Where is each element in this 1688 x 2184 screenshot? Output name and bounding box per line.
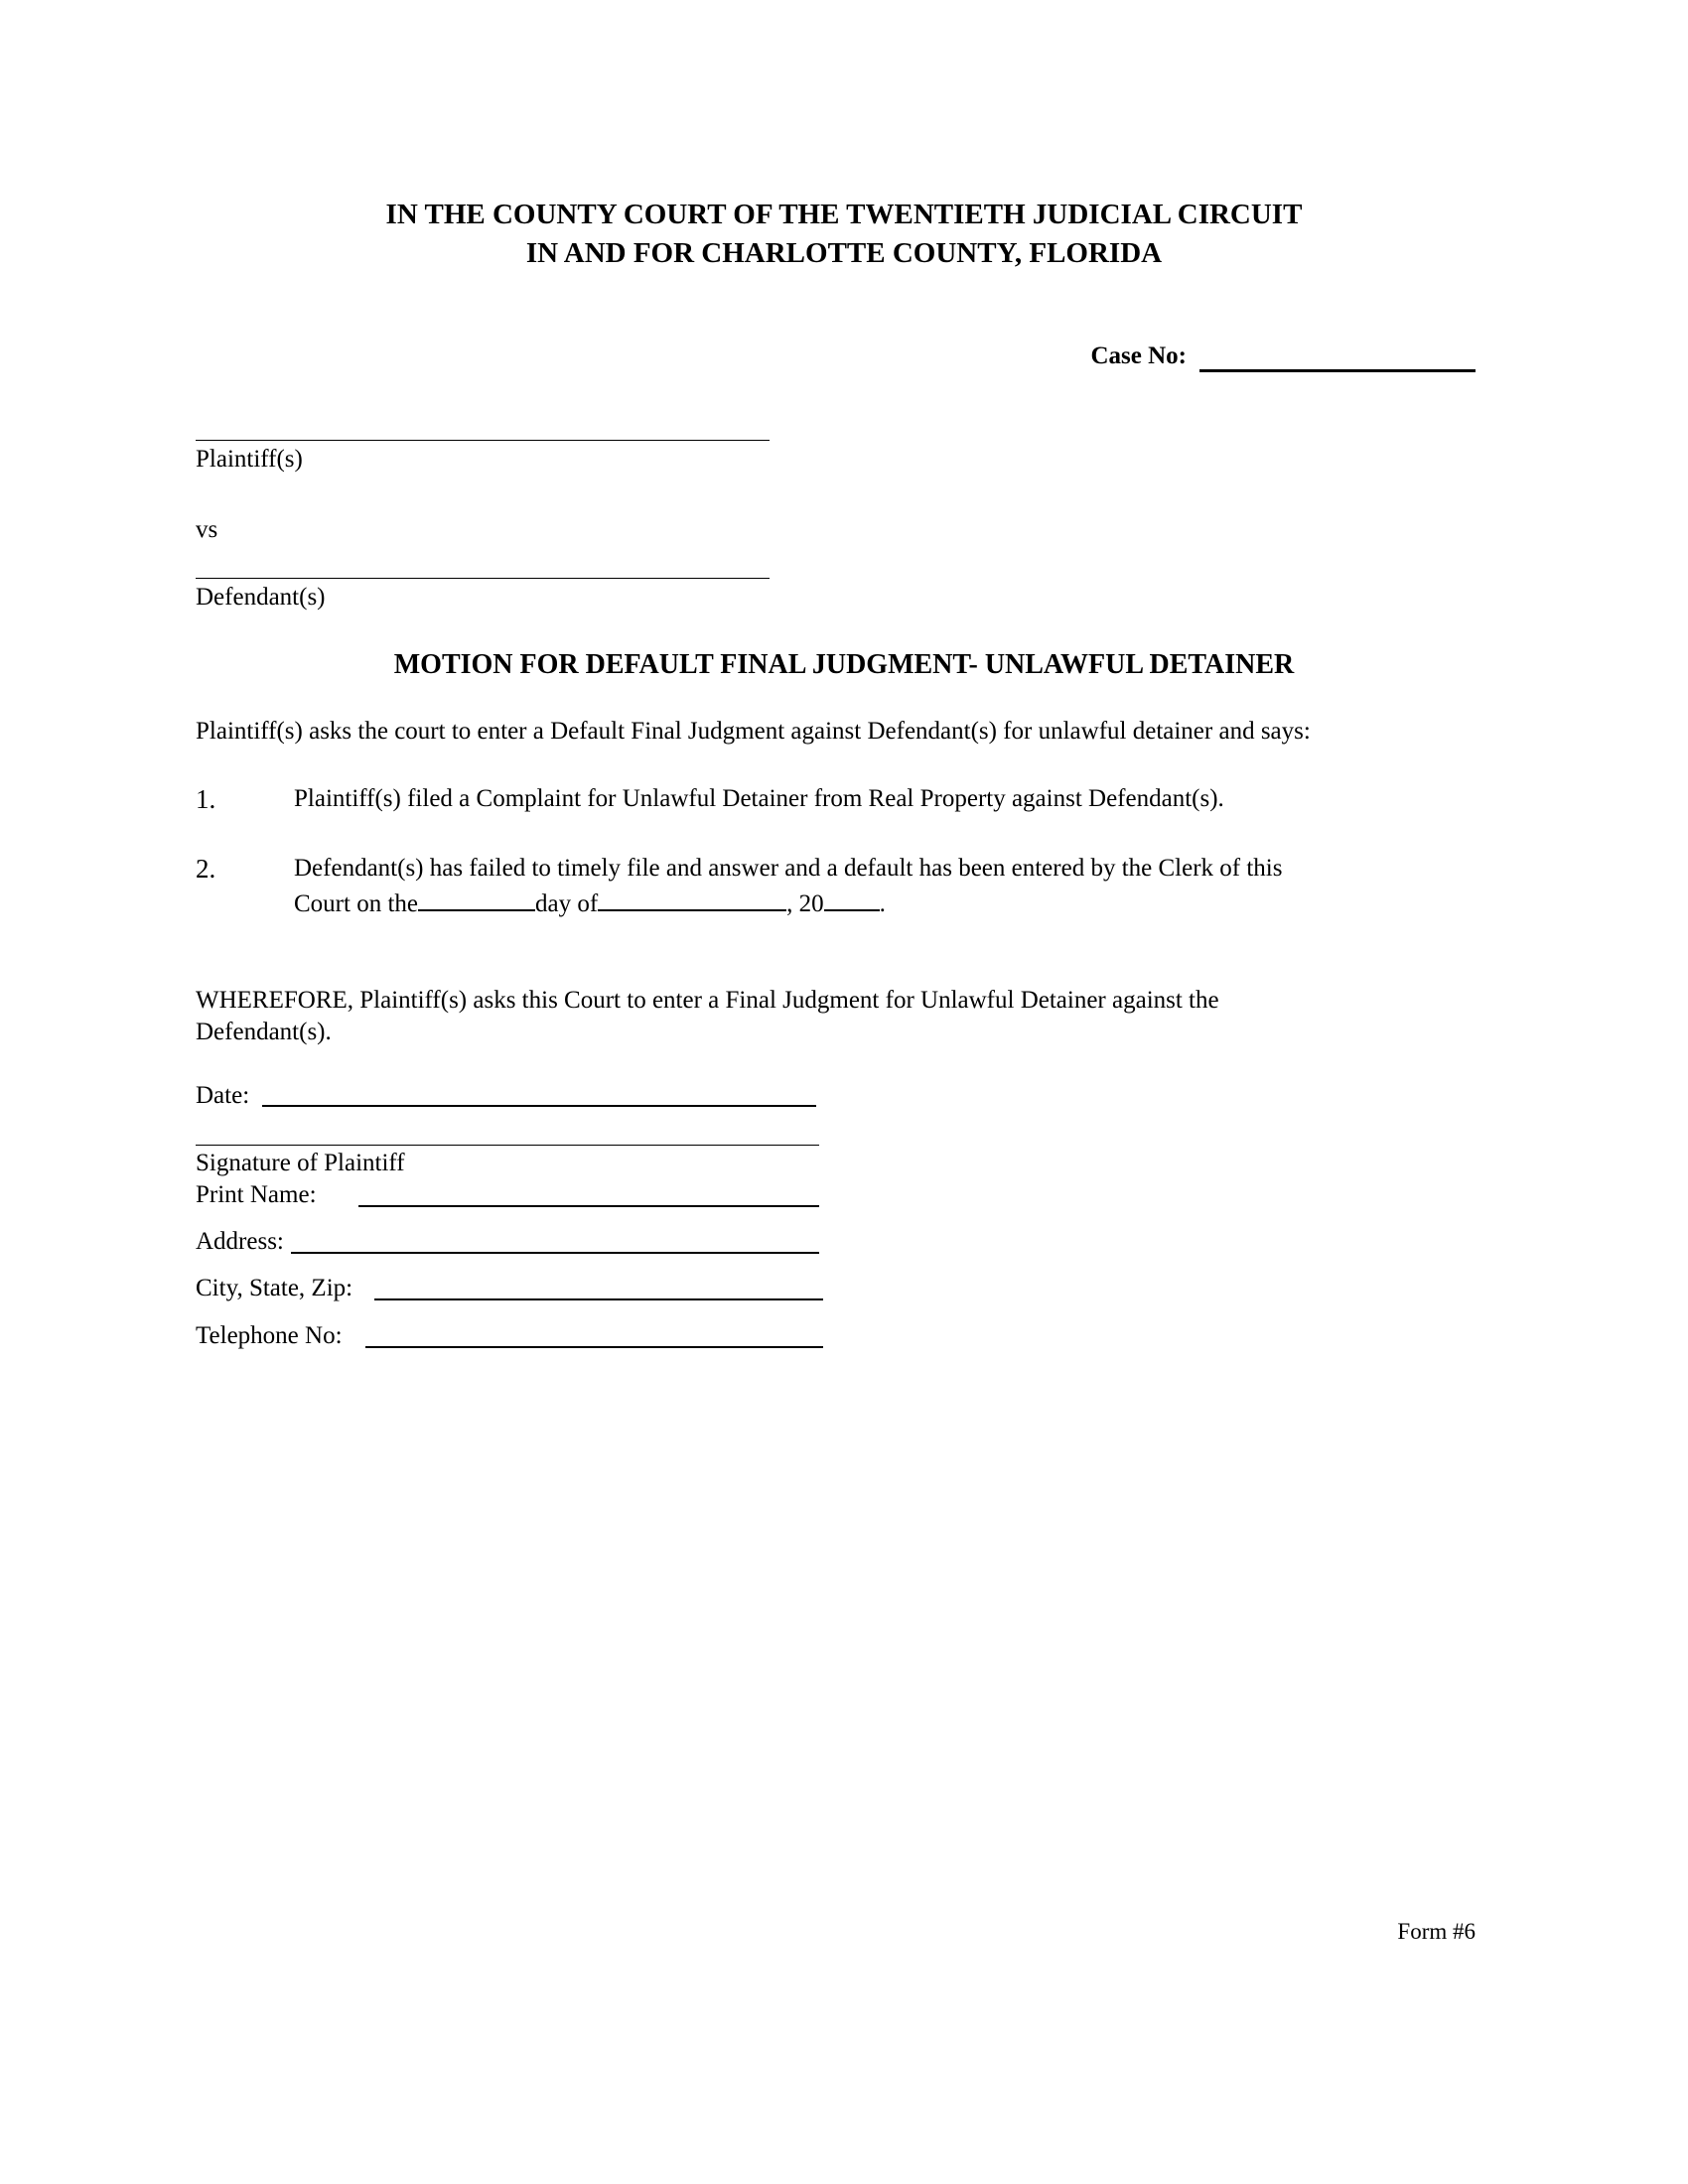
defendant-label: Defendant(s) [196, 584, 326, 611]
signature-label: Signature of Plaintiff [196, 1150, 405, 1176]
item-2-line2 [294, 891, 886, 916]
day-field[interactable] [418, 908, 535, 911]
date-field[interactable] [262, 1105, 816, 1107]
vs-label: vs [196, 516, 218, 543]
day-of-label: day of [535, 890, 599, 917]
plaintiff-name-field[interactable] [196, 440, 770, 441]
wherefore-line2: Defendant(s). [196, 1019, 332, 1045]
case-no-label: Case No: [1090, 342, 1187, 369]
city-state-zip-field[interactable] [374, 1298, 823, 1300]
telephone-label: Telephone No: [196, 1322, 343, 1349]
print-name-label: Print Name: [196, 1181, 317, 1208]
telephone-field[interactable] [365, 1346, 823, 1348]
wherefore-line1: WHEREFORE, Plaintiff(s) asks this Court to enter a Final Judgment for Unlawful Detainer against the [196, 987, 1219, 1014]
item-2-text: Defendant(s) has failed to timely file and answer and a default has been entered by the Clerk of this [294, 855, 1283, 882]
item-1-text: Plaintiff(s) filed a Complaint for Unlawful Detainer from Real Property against Defendant(s). [294, 785, 1224, 812]
period: . [879, 890, 886, 917]
defendant-name-field[interactable] [196, 578, 770, 579]
date-label: Date: [196, 1082, 250, 1109]
print-name-field[interactable] [358, 1205, 819, 1207]
court-heading-line2: IN AND FOR CHARLOTTE COUNTY, FLORIDA [525, 237, 1163, 269]
court-on-the-label: Court on the [294, 890, 418, 917]
address-field[interactable] [291, 1252, 819, 1254]
month-field[interactable] [598, 908, 786, 911]
address-label: Address: [196, 1228, 284, 1255]
form-number: Form #6 [1397, 1919, 1476, 1944]
case-no-field[interactable] [1199, 369, 1476, 372]
year-field[interactable] [824, 908, 880, 911]
item-2-number: 2. [196, 854, 216, 884]
document-title: MOTION FOR DEFAULT FINAL JUDGMENT- UNLAWFUL DETAINER [393, 649, 1295, 680]
court-heading-line1: IN THE COUNTY COURT OF THE TWENTIETH JUDICIAL CIRCUIT [385, 199, 1303, 230]
intro-text: Plaintiff(s) asks the court to enter a Default Final Judgment against Defendant(s) for unlawful detainer and says: [196, 718, 1311, 745]
year-prefix-label: , 20 [786, 890, 824, 917]
city-state-zip-label: City, State, Zip: [196, 1275, 353, 1301]
signature-field[interactable] [196, 1145, 819, 1146]
plaintiff-label: Plaintiff(s) [196, 446, 303, 473]
item-1-number: 1. [196, 784, 216, 814]
